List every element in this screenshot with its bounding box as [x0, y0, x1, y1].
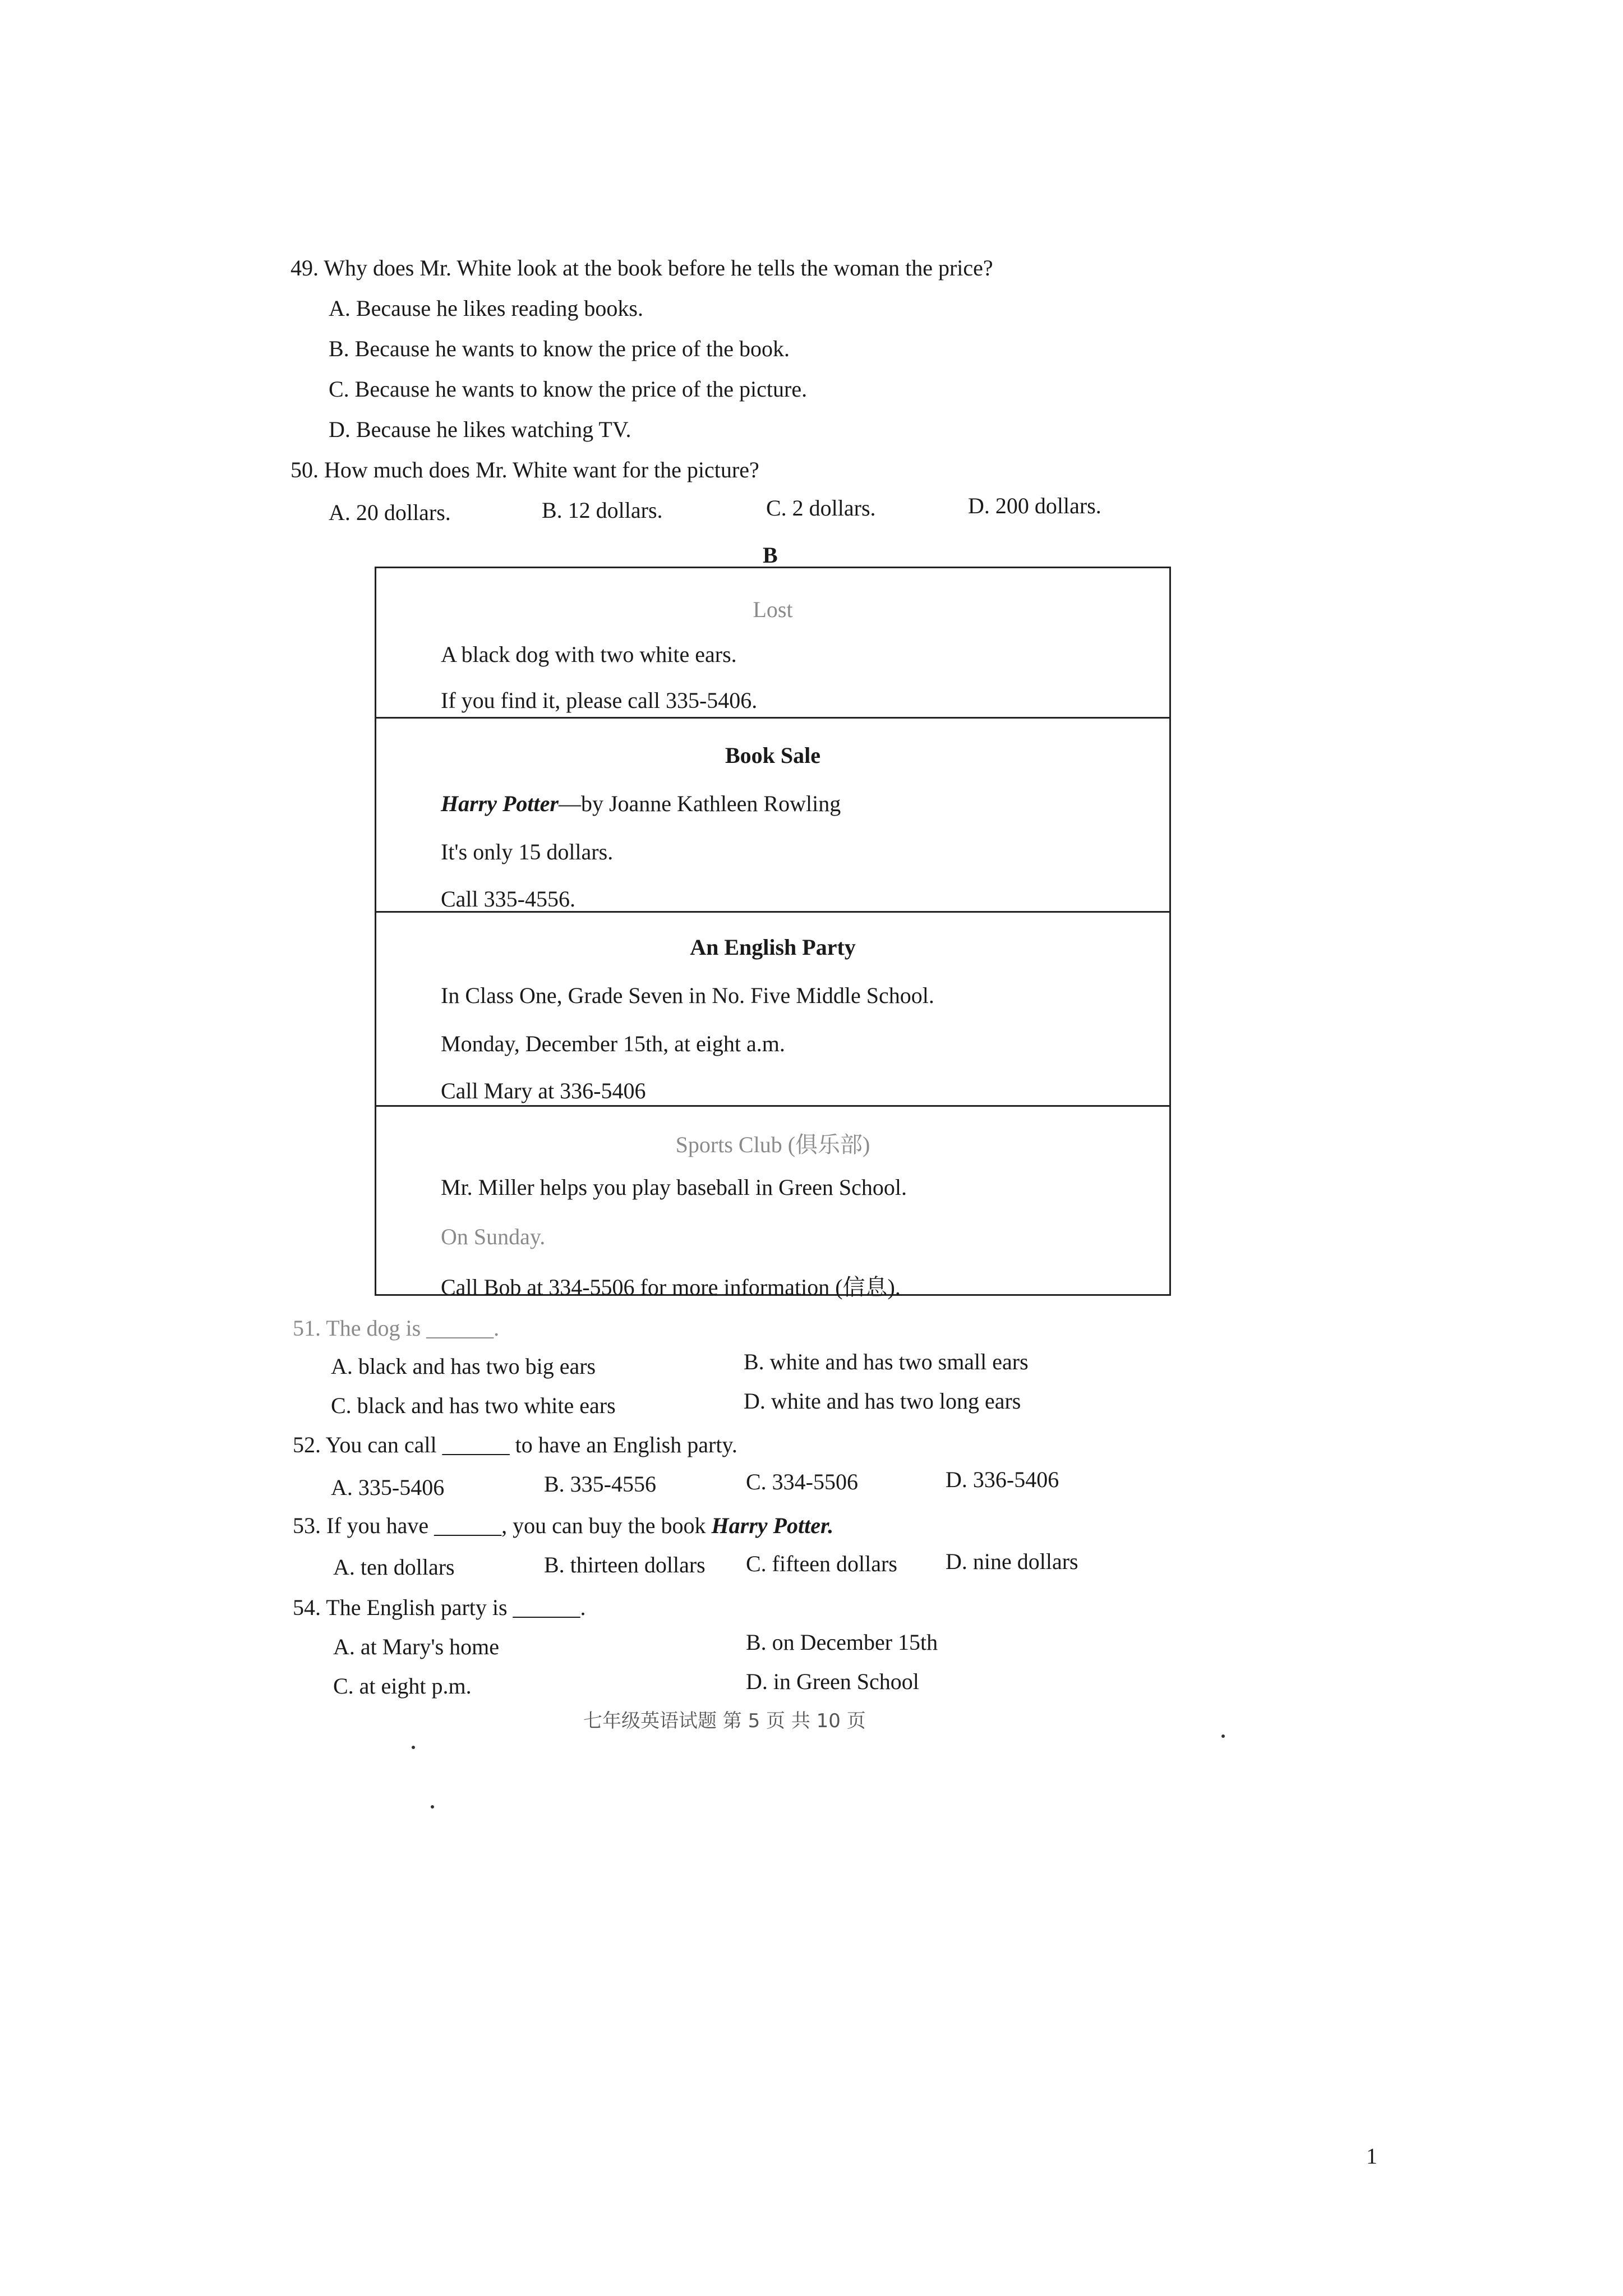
scan-speck: [1221, 1734, 1225, 1738]
notice-lost-line-1: A black dog with two white ears.: [441, 642, 737, 667]
question-54-option-a: A. at Mary's home: [333, 1634, 500, 1659]
notice-party-line-2: Monday, December 15th, at eight a.m.: [441, 1031, 785, 1056]
notice-party-line-1: In Class One, Grade Seven in No. Five Middle School.: [441, 983, 934, 1008]
question-49-stem: 49. Why does Mr. White look at the book before he tells the woman the price?: [291, 255, 993, 280]
question-51-option-b: B. white and has two small ears: [744, 1349, 1029, 1374]
notice-book-sale-title: Book Sale: [725, 743, 821, 768]
question-52-stem: 52. You can call ______ to have an English party.: [293, 1432, 737, 1457]
question-53-option-a: A. ten dollars: [333, 1554, 455, 1580]
book-author: —by Joanne Kathleen Rowling: [558, 791, 841, 816]
page-footer: 七年级英语试题 第 5 页 共 10 页: [583, 1710, 866, 1732]
question-52-option-c: C. 334-5506: [746, 1469, 858, 1494]
notice-board: [375, 567, 1171, 1300]
question-51-option-a: A. black and has two big ears: [331, 1354, 596, 1379]
notice-sports-club: [376, 1107, 1169, 1300]
notice-party-line-3: Call Mary at 336-5406: [441, 1078, 646, 1103]
question-51-option-c: C. black and has two white ears: [331, 1393, 616, 1418]
question-52-option-d: D. 336-5406: [946, 1467, 1059, 1492]
scan-speck: [431, 1805, 434, 1809]
book-title: Harry Potter: [441, 791, 559, 816]
question-49-option-c: C. Because he wants to know the price of the picture.: [329, 376, 808, 402]
question-54-option-b: B. on December 15th: [746, 1630, 938, 1655]
question-53-option-d: D. nine dollars: [946, 1549, 1078, 1574]
section-label: B: [763, 542, 778, 568]
question-52-option-a: A. 335-5406: [331, 1475, 445, 1500]
question-53-book-title: Harry Potter.: [711, 1513, 834, 1538]
question-54-option-d: D. in Green School: [746, 1669, 919, 1694]
question-53-option-c: C. fifteen dollars: [746, 1551, 897, 1576]
question-50-option-b: B. 12 dollars.: [542, 498, 663, 523]
page-number: 1: [1366, 2143, 1377, 2169]
scan-speck: [412, 1746, 415, 1749]
notice-book-sale-line-3: Call 335-4556.: [441, 886, 575, 912]
question-51-stem: 51. The dog is ______.: [293, 1315, 500, 1341]
notice-book-sale-line-2: It's only 15 dollars.: [441, 839, 614, 864]
question-50-stem: 50. How much does Mr. White want for the picture?: [291, 457, 759, 482]
question-49-option-a: A. Because he likes reading books.: [329, 296, 643, 321]
question-50-option-d: D. 200 dollars.: [968, 493, 1101, 518]
notice-book-sale-line-1: [441, 790, 841, 817]
notice-english-party: [376, 913, 1169, 1107]
notice-sports-line-1: Mr. Miller helps you play baseball in Green School.: [441, 1175, 907, 1200]
notice-sports-line-2: On Sunday.: [441, 1224, 546, 1249]
notice-party-title: An English Party: [690, 935, 856, 960]
question-49-option-d: D. Because he likes watching TV.: [329, 417, 631, 442]
question-53-option-b: B. thirteen dollars: [544, 1552, 706, 1577]
notice-sports-title: Sports Club (俱乐部): [675, 1132, 870, 1157]
question-53-stem: [293, 1515, 833, 1537]
question-54-stem: 54. The English party is ______.: [293, 1595, 586, 1620]
notice-book-sale: [376, 719, 1169, 913]
question-53-stem-text: 53. If you have ______, you can buy the book: [293, 1513, 712, 1538]
notice-sports-line-3: Call Bob at 334-5506 for more information (信息).: [441, 1274, 901, 1300]
question-51-option-d: D. white and has two long ears: [744, 1388, 1021, 1414]
question-54-option-c: C. at eight p.m.: [333, 1673, 472, 1699]
question-49-option-b: B. Because he wants to know the price of the book.: [329, 336, 790, 361]
question-50-option-c: C. 2 dollars.: [766, 495, 876, 521]
question-50-option-a: A. 20 dollars.: [329, 500, 451, 525]
question-52-option-b: B. 335-4556: [544, 1471, 656, 1497]
notice-lost: [376, 568, 1169, 719]
notice-lost-line-2: If you find it, please call 335-5406.: [441, 688, 758, 713]
notice-lost-title: Lost: [753, 597, 793, 622]
